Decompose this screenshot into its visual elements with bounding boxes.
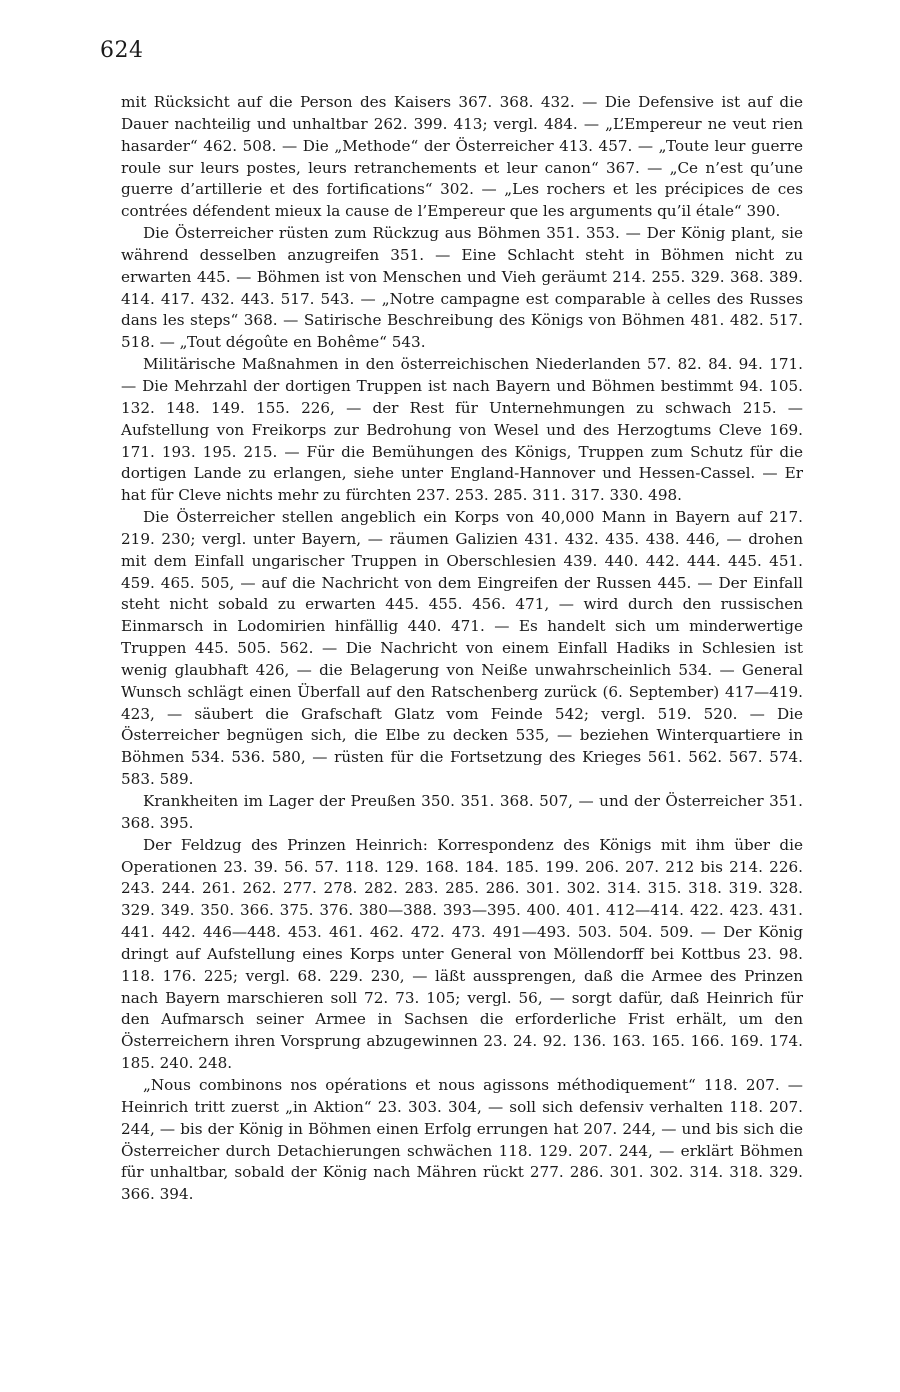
paragraph-nous-combinons: „Nous combinons nos opérations et nous agissons méthodiquement“ 118. 207. — Heinrich tritt zuerst „in Aktion“ 23. 303. 304, — soll sich defensiv verhalten 118. 207. 244, — bis der König in Böhmen einen Erfolg errungen hat 207. 244, — und bis sich die Österreicher durch Detachierungen schwächen 118. 129. 207. 244, — erklärt Böhmen für unhaltbar, sobald der König nach Mähren rückt 277. 286. 301. 302. 314. 318. 329. 366. 394. <box>121 1075 803 1204</box>
paragraph-austrian-corps-bavaria: Die Österreicher stellen angeblich ein Korps von 40,000 Mann in Bayern auf 217. 219. 230; vergl. unter Bayern, — räumen Galizien 431. 432. 435. 438. 446, — drohen mit dem Einfall ungarischer Truppen in Oberschlesien 439. 440. 442. 444. 445. 451. 459. 465. 505, — auf die Nachricht von dem Eingreifen der Russen 445. — Der Einfall steht nicht sobald zu erwarten 445. 455. 456. 471, — wird durch den russischen Einmarsch in Lodomirien hinfällig 440. 471. — Es handelt sich um minderwertige Truppen 445. 505. 562. — Die Nachricht von einem Einfall Hadiks in Schlesien ist wenig glaubhaft 426, — die Belagerung von Neiße unwahrscheinlich 534. — General Wunsch schlägt einen Überfall auf den Ratschenberg zurück (6. September) 417—419. 423, — säubert die Grafschaft Glatz vom Feinde 542; vergl. 519. 520. — Die Österreicher begnügen sich, die Elbe zu decken 535, — beziehen Winterquartiere in Böhmen 534. 536. 580, — rüsten für die Fortsetzung des Krieges 561. 562. 567. 574. 583. 589. <box>121 508 803 789</box>
paragraph-diseases-in-camp: Krankheiten im Lager der Preußen 350. 351. 368. 507, — und der Österreicher 351. 368. 395. <box>121 792 803 832</box>
paragraph-campaign-prince-heinrich: Der Feldzug des Prinzen Heinrich: Korrespondenz des Königs mit ihm über die Operationen 23. 39. 56. 57. 118. 129. 168. 184. 185. 199. 206. 207. 212 bis 214. 226. 243. 244. 261. 262. 277. 278. 282. 283. 285. 286. 301. 302. 314. 315. 318. 319. 328. 329. 349. 350. 366. 375. 376. 380—388. 393—395. 400. 401. 412—414. 422. 423. 431. 441. 442. 446—448. 453. 461. 462. 472. 473. 491—493. 503. 504. 509. — Der König dringt auf Aufstellung eines Korps unter General von Möllendorff bei Kottbus 23. 98. 118. 176. 225; vergl. 68. 229. 230, — läßt aussprengen, daß die Armee des Prinzen nach Bayern marschieren soll 72. 73. 105; vergl. 56, — sorgt dafür, daß Heinrich für den Aufmarsch seiner Armee in Sachsen die erforderliche Frist erhält, um den Österreichern ihren Vorsprung abzugewinnen 23. 24. 92. 136. 163. 165. 166. 169. 174. 185. 240. 248. <box>121 835 803 1073</box>
paragraph-retreat-from-bohemia: Die Österreicher rüsten zum Rückzug aus Böhmen 351. 353. — Der König plant, sie während desselben anzugreifen 351. — Eine Schlacht steht in Böhmen nicht zu erwarten 445. — Böhmen ist von Menschen und Vieh geräumt 214. 255. 329. 368. 389. 414. 417. 432. 443. 517. 543. — „Notre campagne est comparable à celles des Russes dans les steps“ 368. — Satirische Beschreibung des Königs von Böhmen 481. 482. 517. 518. — „Tout dégoûte en Bohême“ 543. <box>121 224 803 352</box>
page-number: 624 <box>100 38 144 63</box>
paragraph-netherlands-measures: Militärische Maßnahmen in den österreichischen Niederlanden 57. 82. 84. 94. 171. — Die Mehrzahl der dortigen Truppen ist nach Bayern und Böhmen bestimmt 94. 105. 132. 148. 149. 155. 226, — der Rest für Unternehmungen zu schwach 215. — Aufstellung von Freikorps zur Bedrohung von Wesel und des Herzogtums Cleve 169. 171. 193. 195. 215. — Für die Bemühungen des Königs, Truppen zum Schutz für die dortigen Lande zu erlangen, siehe unter England-Hannover und Hessen-Cassel. — Er hat für Cleve nichts mehr zu fürchten 237. 253. 285. 311. 317. 330. 498. <box>121 355 803 505</box>
paragraph-continuation: mit Rücksicht auf die Person des Kaisers 367. 368. 432. — Die Defensive ist auf die Dauer nachteilig und unhaltbar 262. 399. 413; vergl. 484. — „L’Empereur ne veut rien hasarder“ 462. 508. — Die „Methode“ der Österreicher 413. 457. — „Toute leur guerre roule sur leurs postes, leurs retranchements et leur canon“ 367. — „Ce n’est qu’une guerre d’artillerie et des fortifications“ 302. — „Les rochers et les précipices de ces contrées défendent mieux la cause de l’Empereur que les arguments qu’il étale“ 390. <box>121 93 803 221</box>
body-text <box>121 92 803 1206</box>
